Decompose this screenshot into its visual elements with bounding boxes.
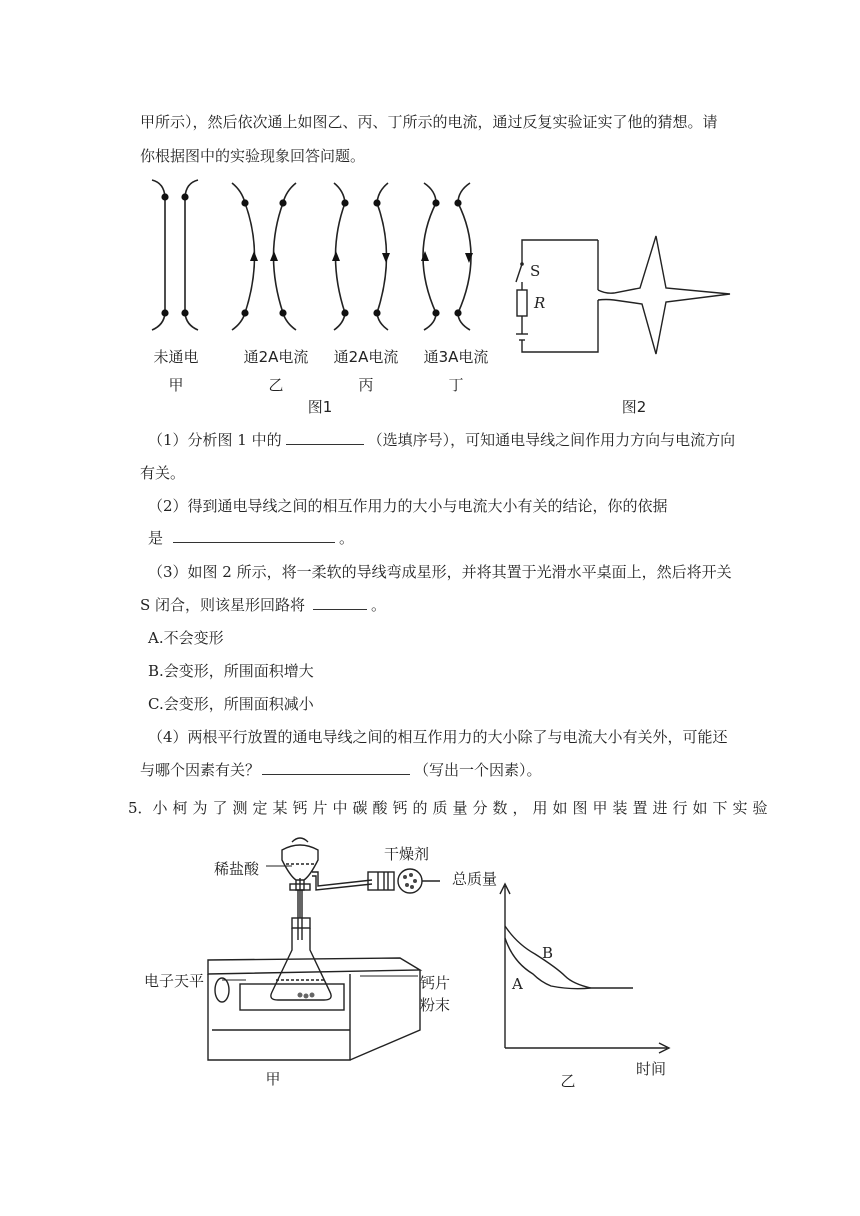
calcium-label-2: 粉末 bbox=[420, 996, 451, 1014]
panel-ding-state: 通3A电流 bbox=[423, 348, 489, 366]
question-4-line-2: 与哪个因素有关？ （写出一个因素）。 bbox=[140, 761, 542, 779]
option-a: A.不会变形 bbox=[148, 629, 224, 647]
balance-label: 电子天平 bbox=[144, 972, 205, 990]
figure-1-caption: 图1 bbox=[307, 398, 333, 416]
question-4-line-1: （4）两根平行放置的通电导线之间的相互作用力的大小除了与电流大小有关外，可能还 bbox=[148, 728, 728, 746]
figure-2-caption: 图2 bbox=[621, 398, 647, 416]
question-2-line-1: （2）得到通电导线之间的相互作用力的大小与电流大小有关的结论，你的依据 bbox=[148, 497, 668, 515]
figure-yi-graph bbox=[495, 880, 685, 1060]
resistor-label: R bbox=[534, 294, 546, 312]
panel-jia-state: 未通电 bbox=[153, 348, 199, 366]
graph-x-label: 时间 bbox=[636, 1060, 667, 1078]
panel-yi-name: 乙 bbox=[268, 376, 284, 394]
acid-label: 稀盐酸 bbox=[214, 860, 260, 878]
question-1-line-1: （1）分析图 1 中的 （选填序号），可知通电导线之间作用力方向与电流方向 bbox=[148, 431, 736, 449]
curve-b-label: B bbox=[542, 944, 554, 962]
option-c: C.会变形，所围面积减小 bbox=[148, 695, 314, 713]
panel-jia-name: 甲 bbox=[168, 376, 184, 394]
option-b: B.会变形，所围面积增大 bbox=[148, 662, 314, 680]
figure-yi-caption: 乙 bbox=[560, 1072, 576, 1090]
calcium-label-1: 钙片 bbox=[420, 974, 451, 992]
question-3-line-2: S 闭合，则该星形回路将 。 bbox=[140, 596, 387, 614]
curve-a-label: A bbox=[512, 975, 523, 993]
intro-line-2: 你根据图中的实验现象回答问题。 bbox=[140, 147, 366, 165]
switch-label: S bbox=[530, 262, 541, 280]
question-2-line-2: 是 。 bbox=[148, 529, 355, 547]
intro-line-1: 甲所示），然后依次通上如图乙、丙、丁所示的电流，通过反复实验证实了他的猜想。请 bbox=[140, 113, 718, 131]
panel-ding-name: 丁 bbox=[448, 376, 464, 394]
desiccant-label: 干燥剂 bbox=[384, 845, 430, 863]
panel-yi-state: 通2A电流 bbox=[243, 348, 309, 366]
question-3-line-1: （3）如图 2 所示，将一柔软的导线弯成星形，并将其置于光滑水平桌面上，然后将开关 bbox=[148, 563, 732, 581]
graph-y-label: 总质量 bbox=[452, 870, 498, 888]
figure-jia-caption: 甲 bbox=[265, 1070, 281, 1088]
question-1-line-2: 有关。 bbox=[140, 464, 186, 482]
panel-bing-state: 通2A电流 bbox=[333, 348, 399, 366]
problem-5-line: 5．小柯为了测定某钙片中碳酸钙的质量分数，用如图甲装置进行如下实验 bbox=[128, 799, 773, 817]
panel-bing-name: 丙 bbox=[358, 376, 374, 394]
